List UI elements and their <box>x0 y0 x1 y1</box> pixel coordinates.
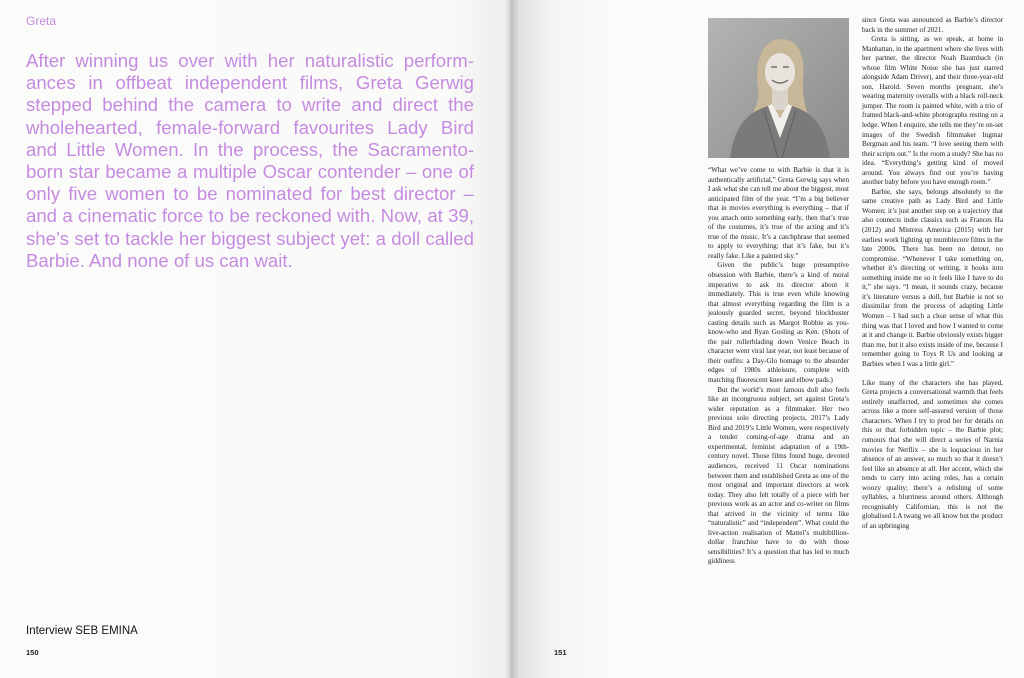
page-number-right: 151 <box>554 648 567 657</box>
standfirst-intro: After winning us over with her naturalistic performances in offbeat independent films, Greta Gerwig stepped behind the camera to write and direct the wholehearted, female-forward favourites Lady Bird and Little Women. In the process, the Sacramento-born star became a multiple Oscar contender – one of only five women to be nominated for best director – and a cinematic force to be reckoned with. Now, at 39, she’s set to tackle her biggest subject yet: a doll called Barbie. And none of us can wait. <box>26 50 474 271</box>
spine-gutter <box>505 0 519 678</box>
interview-credit: Interview SEB EMINA <box>26 625 138 637</box>
body-column-1 <box>708 166 849 567</box>
paragraph: since Greta was announced as Barbie’s director back in the summer of 2021. <box>862 16 1003 34</box>
paragraph: “What we’ve come to with Barbie is that it is authentically artificial,” Greta Gerwig says when I ask what she can tell me about the biggest, most anticipated film of the year. “I’m a big believer that in movies everything is everything – that if you attach onto something early, then that’s true of the costumes, it’s true of the acting and it’s true of the music. It’s a catchphrase that seemed to apply to everything: that it’s fake, but it’s really fake. Like a painted sky.” <box>708 166 849 260</box>
portrait-photo <box>708 18 849 158</box>
paragraph: Given the public’s huge presumptive obsession with Barbie, there’s a kind of moral imperative to ask its director about it immediately. This is true even while knowing that almost everything regarding the film is a jealously guarded secret, beyond blockbuster casting details such as Margot Robbie as you-know-who and Ryan Gosling as Ken. (Shots of the pair rollerblading down Venice Beach in character went viral last year, not least because of their outfits: a Day-Glo homage to the absurder edges of 1980s athleisure, complete with matching fluorescent knee and elbow pads.) <box>708 261 849 385</box>
body-column-2 <box>862 16 1003 531</box>
section-label: Greta <box>26 14 57 28</box>
paragraph: But the world’s most famous doll also feels like an incongruous subject, set against Greta’s wider reputation as a filmmaker. Her two previous solo directing projects, 2017’s Lady Bird and 2019’s Little Women, were respectively a tender coming-of-age drama and an experimental, feminist adaptation of a 19th-century novel. Those films found huge, devoted audiences, received 11 Oscar nominations between them and established Greta as one of the most original and important directors at work today. They also felt totally of a piece with her previous work as an actor and co-writer on films that arrived in the vicinity of terms like “naturalistic” and “independent”. What could the live-action realisation of Mattel’s multibillion-dollar franchise have to do with those sensibilities? It’s a question that has led to much giddiness <box>708 385 849 566</box>
paragraph: Greta is sitting, as we speak, at home in Manhattan, in the apartment where she lives with her partner, the director Noah Baumbach (in whose film White Noise she has just starred alongside Adam Driver), and their three-year-old son, Harold. Seven months pregnant, she’s wearing maternity overalls with a black roll-neck jumper. The room is painted white, with a trio of framed black-and-white photographs resting on a ledge. When I enquire, she tells me they’re on-set images of the Swedish filmmaker Ingmar Bergman and his team. “I love seeing them with their scripts out.” Is the room a study? She has no idea. “Everything’s getting kind of moved around. You always find out you’re having another baby before you have enough room.” <box>862 35 1003 187</box>
paragraph: Like many of the characters she has played, Greta projects a conversational warmth that feels entirely unaffected, and sometimes she comes across like a more self-assured version of those characters. When I try to prod her for details on this or that forbidden topic – the Barbie plot; rumours that she will direct a series of Narnia movies for Netflix – she is loquacious in her absence of an answer, so much so that it doesn’t feel like an absence at all. Her accent, which she tends to carry into acting roles, has a certain woozy quality; there’s a relishing of some syllables, a blurriness around others. Although recognisably Californian, this is not the globalised LA twang we all know but the product of an upbringing <box>862 378 1003 530</box>
page-number-left: 150 <box>26 648 39 657</box>
paragraph: Barbie, she says, belongs absolutely to the same creative path as Lady Bird and Little Women; it’s just another step on a trajectory that also connects indie classics such as Frances Ha (2012) and Mistress America (2015) with her earliest work lighting up mumblecore films in the late 2000s. There has been no detour, no compromise. “Whenever I take something on, whether it’s directing or writing, it hooks into something inside me so it feels like I have to do it,” she says. “I mean, it sounds crazy, because it’s literature versus a doll, but Barbie is not so dissimilar from the process of adapting Little Women – I had such a clear sense of what this thing was that I loved and how I wanted to come at it and change it. Barbie obviously exists bigger than me, but it also exists inside of me, because I remember going to Toys R Us and looking at Barbies when I was a little girl.” <box>862 187 1003 368</box>
left-page <box>0 0 510 678</box>
